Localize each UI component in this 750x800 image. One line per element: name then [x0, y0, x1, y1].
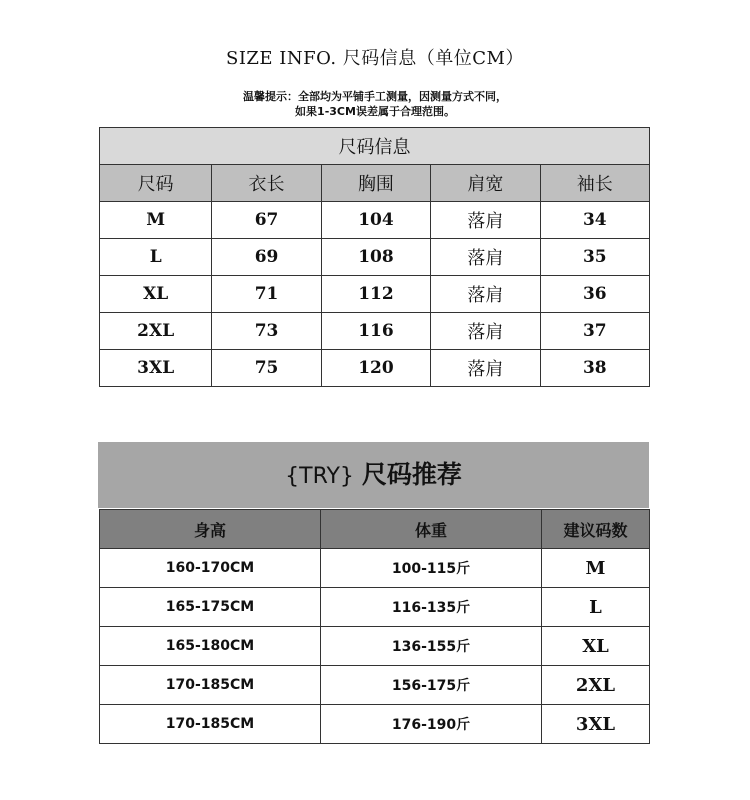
column-header: 衣长 — [212, 165, 321, 202]
weight-cell: 176-190斤 — [321, 705, 542, 744]
table-row — [100, 588, 650, 627]
tip-line-1: 温馨提示：全部均为平铺手工测量，因测量方式不同， — [243, 90, 507, 103]
weight-cell: 116-135斤 — [321, 588, 542, 627]
chest-cell: 112 — [321, 276, 430, 313]
table-row — [100, 239, 650, 276]
height-cell: 170-185CM — [100, 666, 321, 705]
sleeve-cell: 36 — [540, 276, 649, 313]
size-cell: 2XL — [542, 666, 650, 705]
try-label: {TRY} — [285, 464, 354, 489]
height-cell: 165-175CM — [100, 588, 321, 627]
size-cell: XL — [542, 627, 650, 666]
tip-line-2: 如果1-3CM误差属于合理范围。 — [295, 105, 455, 118]
table-row — [100, 549, 650, 588]
column-header: 胸围 — [321, 165, 430, 202]
page-title: SIZE INFO. 尺码信息（单位CM） — [225, 48, 524, 69]
table-row — [100, 313, 650, 350]
column-header: 建议码数 — [542, 510, 650, 549]
size-cell: 3XL — [100, 350, 212, 387]
column-header: 尺码 — [100, 165, 212, 202]
table-row — [100, 350, 650, 387]
column-header: 体重 — [321, 510, 542, 549]
length-cell: 71 — [212, 276, 321, 313]
length-cell: 73 — [212, 313, 321, 350]
recommendation-heading: 尺码推荐 — [361, 460, 462, 489]
shoulder-cell: 落肩 — [431, 350, 540, 387]
height-cell: 170-185CM — [100, 705, 321, 744]
length-cell: 67 — [212, 202, 321, 239]
size-cell: L — [100, 239, 212, 276]
table-row — [100, 705, 650, 744]
sleeve-cell: 38 — [540, 350, 649, 387]
table-row — [100, 202, 650, 239]
sleeve-cell: 34 — [540, 202, 649, 239]
table-row — [100, 276, 650, 313]
size-cell: 2XL — [100, 313, 212, 350]
column-header: 肩宽 — [431, 165, 540, 202]
shoulder-cell: 落肩 — [431, 313, 540, 350]
size-cell: 3XL — [542, 705, 650, 744]
chest-cell: 108 — [321, 239, 430, 276]
shoulder-cell: 落肩 — [431, 276, 540, 313]
measurement-tip — [0, 89, 750, 119]
size-cell: M — [542, 549, 650, 588]
size-table-caption: 尺码信息 — [100, 128, 650, 165]
table-row — [100, 666, 650, 705]
sleeve-cell: 35 — [540, 239, 649, 276]
column-header: 袖长 — [540, 165, 649, 202]
length-cell: 69 — [212, 239, 321, 276]
height-cell: 160-170CM — [100, 549, 321, 588]
size-info-table — [99, 127, 650, 387]
shoulder-cell: 落肩 — [431, 202, 540, 239]
length-cell: 75 — [212, 350, 321, 387]
column-header: 身高 — [100, 510, 321, 549]
size-cell: XL — [100, 276, 212, 313]
sleeve-cell: 37 — [540, 313, 649, 350]
chest-cell: 120 — [321, 350, 430, 387]
shoulder-cell: 落肩 — [431, 239, 540, 276]
size-recommendation-table — [99, 509, 650, 744]
size-table-header-row — [100, 165, 650, 202]
height-cell: 165-180CM — [100, 627, 321, 666]
size-cell: M — [100, 202, 212, 239]
weight-cell: 156-175斤 — [321, 666, 542, 705]
weight-cell: 100-115斤 — [321, 549, 542, 588]
chest-cell: 104 — [321, 202, 430, 239]
size-recommendation-title — [98, 442, 649, 508]
weight-cell: 136-155斤 — [321, 627, 542, 666]
size-cell: L — [542, 588, 650, 627]
recommend-header-row — [100, 510, 650, 549]
chest-cell: 116 — [321, 313, 430, 350]
table-row — [100, 627, 650, 666]
